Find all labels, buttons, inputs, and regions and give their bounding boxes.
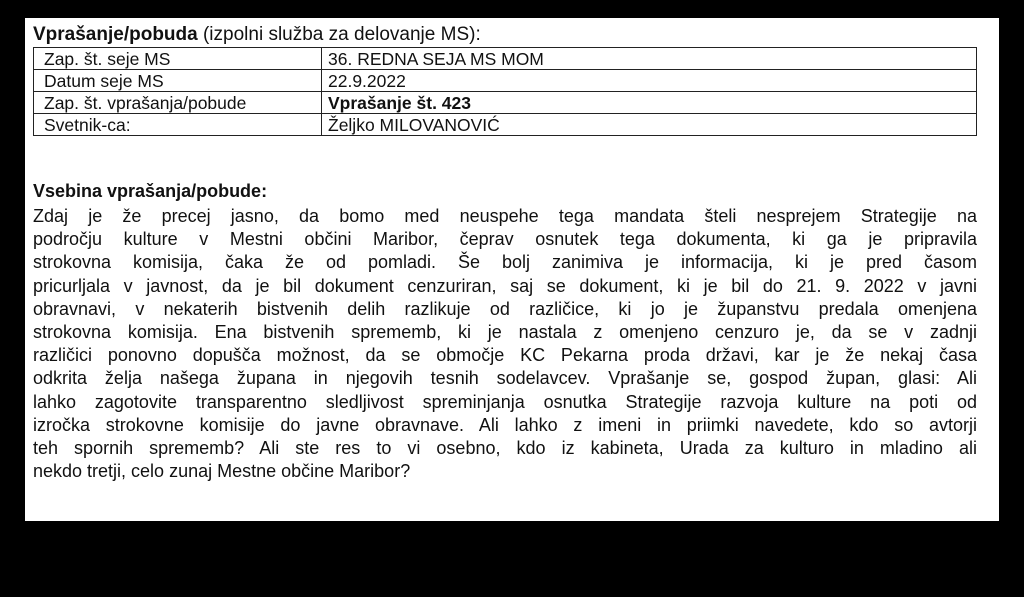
table-row xyxy=(34,114,977,136)
table-row xyxy=(34,48,977,70)
content-line: teh spornih sprememb? Ali ste res to vi osebno, kdo iz kabineta, Urada za kulturo in mladino ali xyxy=(33,437,977,458)
content-line: Zdaj je že precej jasno, da bomo med neuspehe tega mandata šteli nesprejem Strategije na xyxy=(33,206,977,226)
question-number-value: Vprašanje št. 423 xyxy=(322,92,977,114)
content-line: obravnavi, v nekaterih bistvenih delih razlikuje od različice, ki jo je županstvu predala omenjena xyxy=(33,298,977,319)
meta-table xyxy=(33,47,977,136)
session-number-value: 36. REDNA SEJA MS MOM xyxy=(322,48,977,70)
content-line: strokovna komisija. Ena bistvenih sprememb, ki je nastala z omenjeno cenzuro je, da se v zadnji xyxy=(33,321,977,342)
table-row xyxy=(34,70,977,92)
content-line: izročka strokovne komisije do javne obravnave. Ali lahko z imeni in priimki navedete, kdo so avtorji xyxy=(33,414,977,435)
session-date-value: 22.9.2022 xyxy=(322,70,977,92)
content-line: odkrita želja našega župana in njegovih tesnih sodelavcev. Vprašanje se, gospod župan, glasi: Ali xyxy=(33,368,977,389)
table-row xyxy=(34,92,977,114)
content-line: različici ponovno dopušča možnost, da se območje KC Pekarna proda državi, kar je že nekaj časa xyxy=(33,345,977,366)
content-body xyxy=(33,205,977,483)
form-heading-title: Vprašanje/pobuda xyxy=(33,24,198,45)
session-date-label: Datum seje MS xyxy=(34,70,322,92)
question-number-label: Zap. št. vprašanja/pobude xyxy=(34,92,322,114)
form-heading xyxy=(33,24,481,46)
document-page xyxy=(25,18,999,521)
session-number-label: Zap. št. seje MS xyxy=(34,48,322,70)
content-line: lahko zagotovite transparentno sledljivost spreminjanja osnutka Strategije razvoja kulture na poti od xyxy=(33,391,977,412)
councillor-label: Svetnik-ca: xyxy=(34,114,322,136)
content-title: Vsebina vprašanja/pobude: xyxy=(33,181,268,201)
councillor-value: Željko MILOVANOVIĆ xyxy=(322,114,977,136)
content-line: področju kulture v Mestni občini Maribor, čeprav osnutek tega dokumenta, ki ga je pripravila xyxy=(33,229,977,250)
content-line: nekdo tretji, celo zunaj Mestne občine Maribor? xyxy=(33,461,411,482)
content-line: strokovna komisija, čaka že od pomladi. Še bolj zanimiva je informacija, ki je pred časom xyxy=(33,252,977,273)
content-line: pricurljala v javnost, da je bil dokument cenzuriran, saj se dokument, ki je bil do 21. 9. 2022 v javni xyxy=(33,275,977,296)
form-heading-note: (izpolni služba za delovanje MS): xyxy=(197,24,481,45)
